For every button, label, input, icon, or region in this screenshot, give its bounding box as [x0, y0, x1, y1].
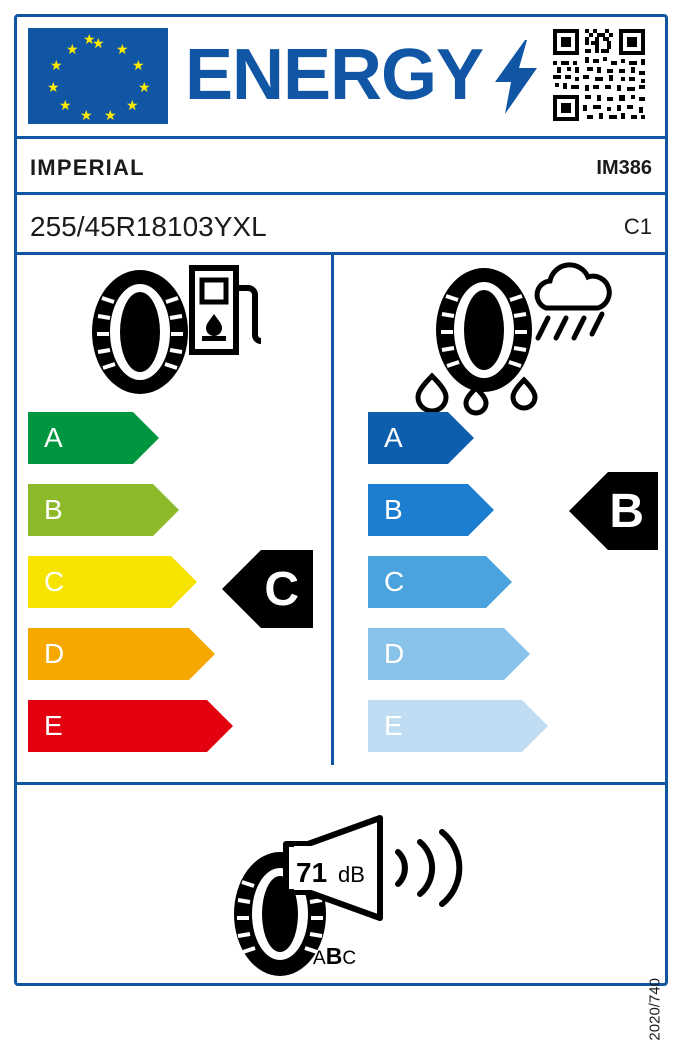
noise-unit: dB — [338, 862, 365, 887]
wet-grip-grade-e — [368, 700, 522, 752]
wet-grip-grade-a — [368, 412, 448, 464]
wet-grip-rating-arrow — [608, 472, 658, 550]
fuel-rating-letter: C — [264, 562, 299, 616]
lightning-bolt-icon — [495, 40, 537, 114]
fuel-pump-icon — [188, 262, 266, 354]
regulation-reference: 2020/740 — [647, 978, 664, 1041]
divider-noise — [17, 782, 665, 785]
noise-class-b: B — [325, 943, 343, 969]
section-divider — [331, 255, 334, 765]
noise-class-scale — [313, 943, 356, 970]
wet-grip-grade-d — [368, 628, 504, 680]
fuel-grade-a — [28, 412, 133, 464]
fuel-rating-arrow — [261, 550, 313, 628]
qr-code-icon — [551, 27, 647, 123]
tyre-class: C1 — [623, 214, 652, 239]
fuel-grade-c — [28, 556, 171, 608]
fuel-grade-e — [28, 700, 207, 752]
tyre-icon — [88, 268, 198, 396]
tyre-wet-icon — [412, 268, 542, 412]
divider-size — [17, 252, 665, 255]
noise-class-c: C — [342, 948, 357, 969]
brand-name: IMPERIAL — [30, 155, 145, 180]
fuel-grade-a-letter: A — [44, 422, 63, 453]
rain-cloud-icon — [524, 262, 620, 358]
fuel-grade-d — [28, 628, 189, 680]
wet-grip-grade-b — [368, 484, 468, 536]
fuel-grade-d-letter: D — [44, 638, 65, 669]
wet-grip-grade-c — [368, 556, 486, 608]
fuel-grade-c-letter: C — [44, 566, 65, 597]
wet-grip-grade-e-letter: E — [384, 710, 403, 741]
page-title: ENERGY — [185, 35, 484, 115]
wet-grip-grade-a-letter: A — [384, 422, 403, 453]
wet-grip-grade-b-letter: B — [384, 494, 403, 525]
eu-flag-icon: ★ ★ ★ ★ ★ ★ ★ ★ ★ ★ ★ ★ — [28, 28, 168, 124]
fuel-grade-e-letter: E — [44, 710, 63, 741]
divider-top — [17, 136, 665, 139]
noise-class-a: A — [313, 948, 326, 969]
wet-grip-grade-d-letter: D — [384, 638, 405, 669]
wet-grip-rating-letter: B — [609, 484, 644, 538]
fuel-grade-b — [28, 484, 153, 536]
wet-grip-grade-c-letter: C — [384, 566, 405, 597]
tyre-size: 255/45R18103YXL — [30, 211, 267, 242]
fuel-grade-b-letter: B — [44, 494, 63, 525]
model-code: IM386 — [596, 157, 652, 179]
divider-brand — [17, 192, 665, 195]
noise-value: 71 — [296, 857, 328, 888]
